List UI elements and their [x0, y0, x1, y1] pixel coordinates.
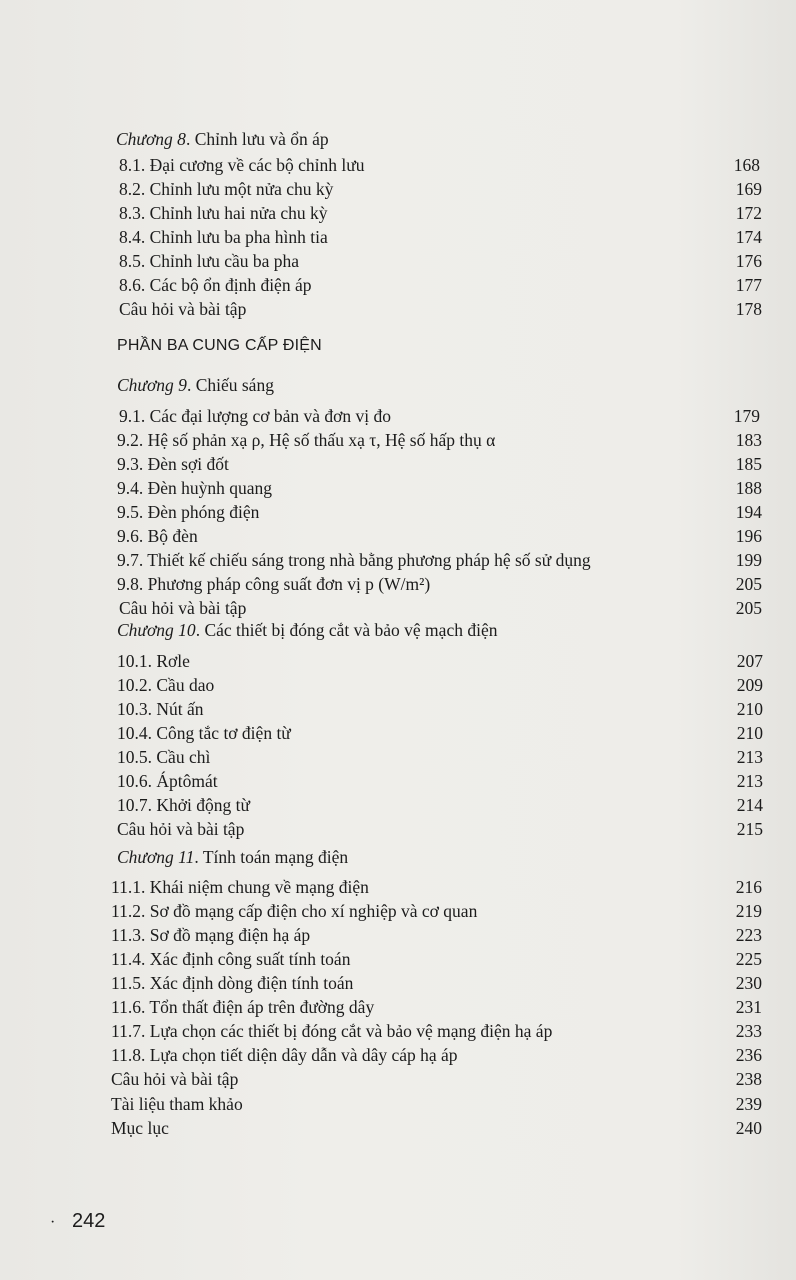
toc-title: 9.1. Các đại lượng cơ bản và đơn vị đo — [119, 406, 391, 426]
toc-page: 213 — [736, 747, 763, 767]
toc-row-9-6 — [0, 524, 796, 548]
toc-row-11-4 — [0, 947, 796, 971]
toc-row-references — [0, 1092, 796, 1116]
toc-row-11-3 — [0, 923, 796, 947]
toc-row-9-2 — [0, 428, 796, 452]
toc-page: 179 — [733, 406, 760, 426]
toc-title: Mục lục — [111, 1118, 169, 1138]
toc-title: Câu hỏi và bài tập — [117, 819, 245, 839]
toc-row-9-5 — [0, 500, 796, 524]
toc-title: 10.3. Nút ấn — [117, 699, 204, 719]
toc-title: Tài liệu tham khảo — [111, 1094, 243, 1114]
toc-title: 9.2. Hệ số phản xạ ρ, Hệ số thấu xạ τ, Hệ số hấp thụ α — [117, 430, 496, 450]
chapter-10-title: . Các thiết bị đóng cắt và bảo vệ mạch điện — [195, 620, 498, 640]
toc-title: 10.4. Công tắc tơ điện từ — [117, 723, 291, 743]
toc-title: Câu hỏi và bài tập — [111, 1069, 239, 1089]
toc-title: 10.7. Khởi động từ — [117, 795, 250, 815]
toc-title: 11.5. Xác định dòng điện tính toán — [111, 973, 354, 993]
toc-page: 177 — [735, 275, 762, 295]
toc-page: 183 — [735, 430, 762, 450]
toc-title: 8.4. Chỉnh lưu ba pha hình tia — [119, 227, 328, 247]
chapter-8-heading — [0, 127, 796, 151]
toc-title: 9.5. Đèn phóng điện — [117, 502, 260, 522]
toc-title: 8.6. Các bộ ổn định điện áp — [119, 275, 312, 295]
toc-page: 214 — [736, 795, 763, 815]
chapter-9-title: . Chiếu sáng — [186, 375, 274, 395]
margin-dot: · — [50, 1214, 56, 1231]
toc-page: 210 — [736, 699, 763, 719]
toc-page: 230 — [735, 973, 762, 993]
chapter-11-heading — [0, 845, 796, 869]
toc-title: 9.6. Bộ đèn — [117, 526, 198, 546]
toc-row-10-5 — [0, 745, 796, 769]
chapter-10-heading — [0, 618, 796, 642]
chapter-11-title: . Tính toán mạng điện — [194, 847, 349, 867]
toc-page: 169 — [735, 179, 762, 199]
toc-page: 196 — [735, 526, 762, 546]
toc-row-9-8 — [0, 572, 796, 596]
toc-row-8-1 — [0, 153, 796, 177]
chapter-11-label: Chương 11 — [117, 847, 195, 867]
toc-title: 9.8. Phương pháp công suất đơn vị p (W/m²) — [117, 574, 431, 594]
toc-row-10-6 — [0, 769, 796, 793]
toc-page: 215 — [736, 819, 763, 839]
toc-title: 8.2. Chỉnh lưu một nửa chu kỳ — [119, 179, 334, 199]
toc-page: 213 — [736, 771, 763, 791]
toc-title: 11.7. Lựa chọn các thiết bị đóng cắt và bảo vệ mạng điện hạ áp — [111, 1021, 553, 1041]
toc-row-10-7 — [0, 793, 796, 817]
toc-page: 205 — [735, 598, 762, 618]
toc-page: 223 — [735, 925, 762, 945]
toc-title: 9.7. Thiết kế chiếu sáng trong nhà bằng phương pháp hệ số sử dụng — [117, 550, 591, 570]
toc-page: 233 — [735, 1021, 762, 1041]
toc-title: 11.8. Lựa chọn tiết diện dây dẫn và dây cáp hạ áp — [111, 1045, 458, 1065]
toc-page: 168 — [733, 155, 760, 175]
toc-row-9-7 — [0, 548, 796, 572]
toc-page: 240 — [735, 1118, 762, 1138]
toc-row-11-8 — [0, 1043, 796, 1067]
toc-row-8-6 — [0, 273, 796, 297]
toc-page: 185 — [735, 454, 762, 474]
toc-title: 10.2. Cầu dao — [117, 675, 215, 695]
toc-title: 10.6. Áptômát — [117, 771, 218, 791]
toc-page: 225 — [735, 949, 762, 969]
toc-page: 188 — [735, 478, 762, 498]
toc-title: 11.1. Khái niệm chung về mạng điện — [111, 877, 369, 897]
chapter-9-label: Chương 9 — [117, 375, 187, 395]
toc-title: 11.2. Sơ đồ mạng cấp điện cho xí nghiệp và cơ quan — [111, 901, 478, 921]
toc-title: 10.1. Rơle — [117, 651, 190, 671]
chapter-8-title: . Chỉnh lưu và ổn áp — [185, 129, 329, 149]
toc-title: 8.1. Đại cương về các bộ chỉnh lưu — [119, 155, 365, 175]
toc-row-8-5 — [0, 249, 796, 273]
toc-page: 205 — [735, 574, 762, 594]
toc-title: 9.4. Đèn huỳnh quang — [117, 478, 273, 498]
toc-page: 216 — [735, 877, 762, 897]
toc-row-11-2 — [0, 899, 796, 923]
toc-title: Câu hỏi và bài tập — [119, 299, 247, 319]
toc-row-10-qa — [0, 817, 796, 841]
toc-row-10-2 — [0, 673, 796, 697]
chapter-8-label: Chương 8 — [116, 129, 186, 149]
toc-row-9-1 — [0, 404, 796, 428]
toc-row-8-2 — [0, 177, 796, 201]
toc-title: 8.3. Chỉnh lưu hai nửa chu kỳ — [119, 203, 328, 223]
toc-title: 11.6. Tổn thất điện áp trên đường dây — [111, 997, 375, 1017]
toc-row-10-1 — [0, 649, 796, 673]
toc-page: 207 — [736, 651, 763, 671]
toc-row-11-1 — [0, 875, 796, 899]
toc-row-contents — [0, 1116, 796, 1140]
toc-row-11-qa — [0, 1067, 796, 1091]
toc-row-11-7 — [0, 1019, 796, 1043]
toc-row-11-5 — [0, 971, 796, 995]
chapter-9-heading — [0, 373, 796, 397]
toc-page: 210 — [736, 723, 763, 743]
toc-title: 10.5. Cầu chì — [117, 747, 211, 767]
toc-row-11-6 — [0, 995, 796, 1019]
part-heading — [0, 334, 796, 358]
toc-page: 172 — [735, 203, 762, 223]
page-number: 242 — [72, 1210, 106, 1232]
toc-row-9-4 — [0, 476, 796, 500]
toc-page: 236 — [735, 1045, 762, 1065]
toc-title: Câu hỏi và bài tập — [119, 598, 247, 618]
toc-row-8-qa — [0, 297, 796, 321]
toc-page: 174 — [735, 227, 762, 247]
chapter-10-label: Chương 10 — [117, 620, 196, 640]
toc-row-8-3 — [0, 201, 796, 225]
toc-row-10-3 — [0, 697, 796, 721]
toc-page: 219 — [735, 901, 762, 921]
toc-row-9-qa — [0, 596, 796, 620]
toc-row-10-4 — [0, 721, 796, 745]
part-title: PHẦN BA CUNG CẤP ĐIỆN — [117, 337, 322, 354]
toc-page: 194 — [735, 502, 762, 522]
toc-row-9-3 — [0, 452, 796, 476]
toc-page: 238 — [735, 1069, 762, 1089]
toc-title: 11.3. Sơ đồ mạng điện hạ áp — [111, 925, 311, 945]
toc-page: 209 — [736, 675, 763, 695]
toc-title: 11.4. Xác định công suất tính toán — [111, 949, 351, 969]
toc-title: 8.5. Chỉnh lưu cầu ba pha — [119, 251, 300, 271]
toc-page: 231 — [735, 997, 762, 1017]
toc-title: 9.3. Đèn sợi đốt — [117, 454, 229, 474]
toc-page: 239 — [735, 1094, 762, 1114]
toc-page: 199 — [735, 550, 762, 570]
toc-page: 178 — [735, 299, 762, 319]
toc-row-8-4 — [0, 225, 796, 249]
toc-page: 176 — [735, 251, 762, 271]
